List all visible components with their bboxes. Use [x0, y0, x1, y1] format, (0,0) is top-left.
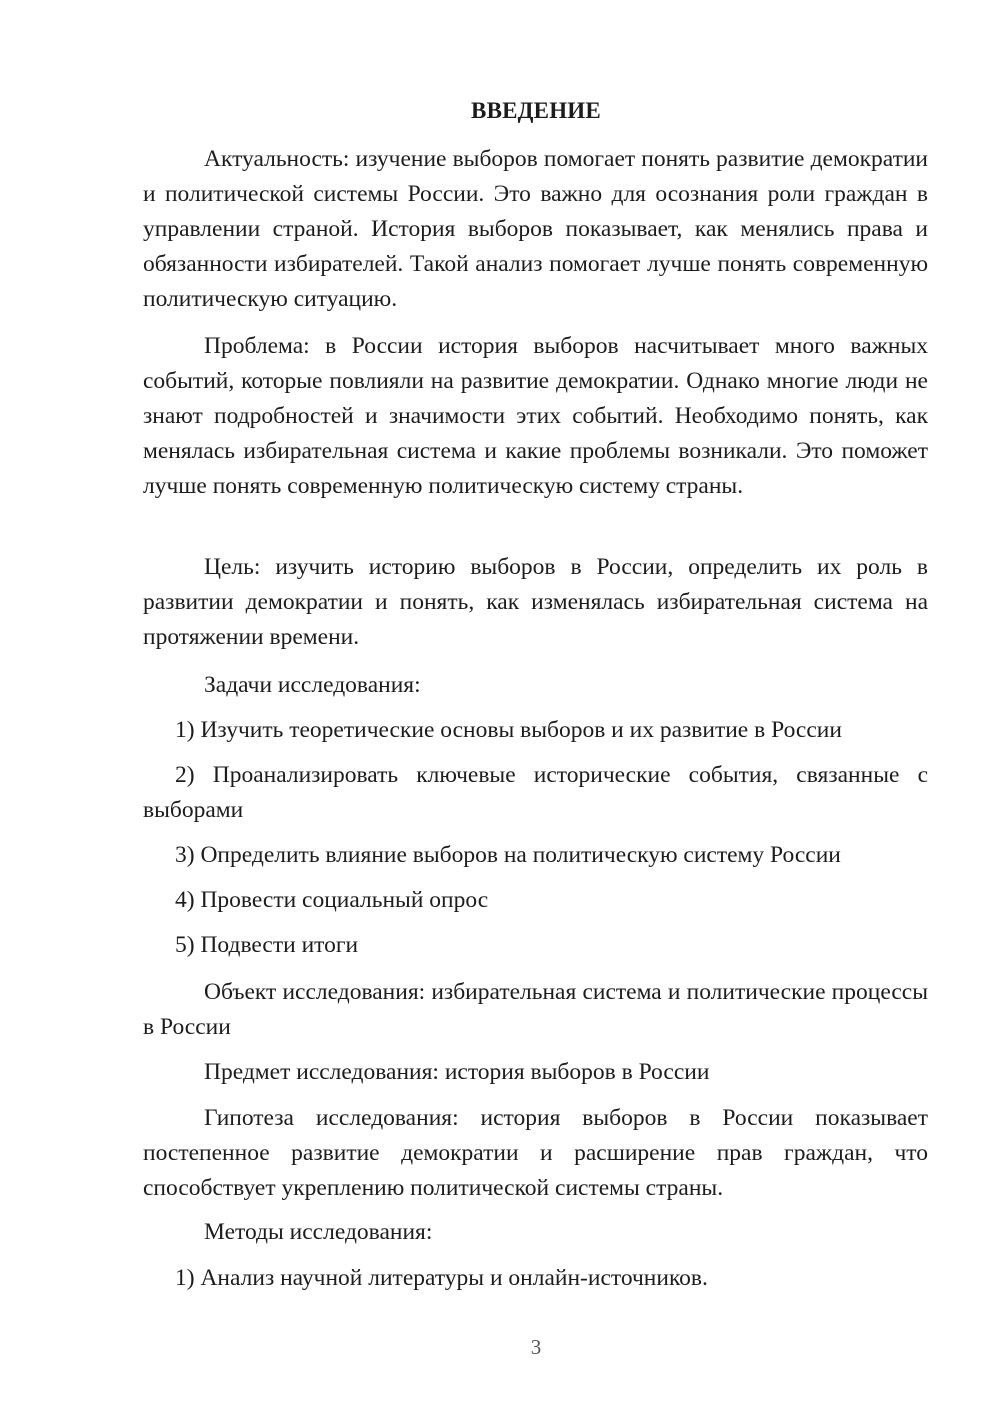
paragraph-relevance: Актуальность: изучение выборов помогает понять развитие демократии и политической системы России. Это важно для осознания роли граждан в управлении страной. История выборов показывает, как менялись права и обязанности избирателей. Такой анализ помогает лучше понять современную политическую ситуацию.: [143, 146, 928, 312]
paragraph-hypothesis: Гипотеза исследования: история выборов в России показывает постепенное развитие демократии и расширение прав граждан, что способствует укреплению политической системы страны.: [143, 1105, 928, 1201]
paragraph-tasks-heading: Задачи исследования:: [204, 672, 421, 698]
paragraph-methods-heading: Методы исследования:: [204, 1219, 433, 1245]
paragraph-subject: Предмет исследования: история выборов в России: [204, 1059, 710, 1085]
list-item-task-3: 3) Определить влияние выборов на политическую систему России: [175, 842, 841, 868]
section-title: ВВЕДЕНИЕ: [471, 98, 601, 123]
list-item-task-4: 4) Провести социальный опрос: [175, 887, 489, 913]
list-item-task-1: 1) Изучить теоретические основы выборов и их развитие в России: [175, 717, 842, 743]
list-item-method-1: 1) Анализ научной литературы и онлайн-источников.: [175, 1265, 708, 1291]
paragraph-goal: Цель: изучить историю выборов в России, определить их роль в развитии демократии и понять, как изменялась избирательная система на протяжении времени.: [143, 554, 928, 650]
page-number: 3: [530, 1335, 542, 1359]
paragraph-object: Объект исследования: избирательная система и политические процессы в России: [143, 979, 928, 1040]
paragraph-problem: Проблема: в России история выборов насчитывает много важных событий, которые повлияли на развитие демократии. Однако многие люди не знают подробностей и значимости этих событий. Необходимо понять, как менялась избирательная система и какие проблемы возникали. Это поможет лучше понять современную политическую систему страны.: [143, 333, 928, 499]
list-item-task-2: 2) Проанализировать ключевые исторические события, связанные с выборами: [143, 762, 928, 823]
list-item-task-5: 5) Подвести итоги: [175, 932, 359, 958]
